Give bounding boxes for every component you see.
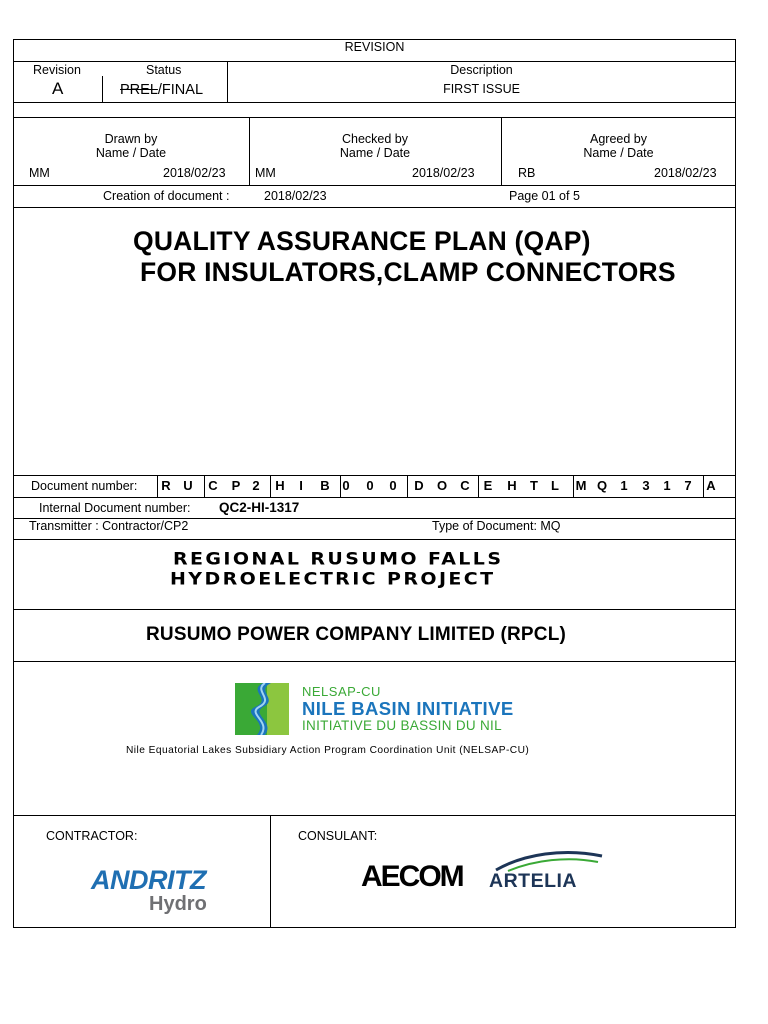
rule xyxy=(13,609,736,610)
rule xyxy=(13,539,736,540)
checked-by-label: Checked by xyxy=(341,132,408,146)
document-number-char: 1 xyxy=(620,478,628,493)
nbi-main-label: NILE BASIN INITIATIVE xyxy=(302,698,514,719)
andritz-logo-text: ANDRITZ xyxy=(91,865,206,895)
description-value: FIRST ISSUE xyxy=(443,82,520,96)
status-struck: PREL xyxy=(120,82,158,98)
checked-by-date: 2018/02/23 xyxy=(412,166,475,180)
transmitter-label: Transmitter : Contractor/CP2 xyxy=(29,519,189,533)
drawn-by-name: MM xyxy=(29,166,50,180)
revision-value: A xyxy=(52,79,64,98)
document-number-separator xyxy=(478,475,479,497)
document-title-line-2: FOR INSULATORS,CLAMP CONNECTORS xyxy=(140,257,676,287)
document-number-char: H xyxy=(507,478,517,493)
document-number-separator xyxy=(407,475,408,497)
document-number-char: 0 xyxy=(366,478,374,493)
rule xyxy=(13,61,736,62)
document-number-char: M xyxy=(575,478,587,493)
revision-label: Revision xyxy=(33,63,81,77)
document-number-separator xyxy=(270,475,271,497)
rule xyxy=(13,661,736,662)
drawn-by-sub: Name / Date xyxy=(95,146,167,160)
creation-date: 2018/02/23 xyxy=(264,189,327,203)
page-indicator: Page 01 of 5 xyxy=(509,189,580,203)
document-number-char: T xyxy=(530,478,538,493)
document-number-char: I xyxy=(299,478,303,493)
rule xyxy=(13,102,736,103)
document-number-char: 0 xyxy=(389,478,397,493)
status-final: /FINAL xyxy=(157,82,204,98)
project-title-line-1: REGIONAL RUSUMO FALLS xyxy=(173,549,504,569)
rule xyxy=(13,207,736,208)
document-number-char: O xyxy=(436,478,448,493)
document-number-char: C xyxy=(460,478,470,493)
document-number-char: E xyxy=(483,478,493,493)
document-type: Type of Document: MQ xyxy=(432,519,561,533)
document-number-separator xyxy=(157,475,158,497)
nbi-caption: Nile Equatorial Lakes Subsidiary Action Program Coordination Unit (NELSAP-CU) xyxy=(126,745,530,756)
agreed-by-label: Agreed by xyxy=(590,132,647,146)
rule xyxy=(270,815,271,928)
drawn-by-date: 2018/02/23 xyxy=(163,166,226,180)
document-number-char: P xyxy=(231,478,241,493)
internal-document-value: QC2-HI-1317 xyxy=(219,500,300,515)
nbi-french-label: INITIATIVE DU BASSIN DU NIL xyxy=(302,718,502,733)
document-number-char: C xyxy=(208,478,218,493)
checked-by-sub: Name / Date xyxy=(339,146,411,160)
nbi-river-icon xyxy=(235,683,289,735)
internal-document-label: Internal Document number: xyxy=(39,501,191,515)
checked-by-name: MM xyxy=(255,166,276,180)
agreed-by-name: RB xyxy=(518,166,536,180)
rule xyxy=(102,76,103,102)
document-number-char: H xyxy=(275,478,285,493)
description-label: Description xyxy=(450,63,513,77)
rule xyxy=(13,475,736,476)
nbi-logo-mark xyxy=(235,683,289,735)
document-number-separator xyxy=(204,475,205,497)
document-number-char: 2 xyxy=(252,478,260,493)
artelia-logo-text: ARTELIA xyxy=(489,870,577,892)
document-number-char: 3 xyxy=(642,478,650,493)
contractor-label: CONTRACTOR: xyxy=(46,829,138,843)
document-number-char: 7 xyxy=(684,478,692,493)
company-name: RUSUMO POWER COMPANY LIMITED (RPCL) xyxy=(146,624,567,645)
creation-label: Creation of document : xyxy=(103,189,230,203)
rule xyxy=(13,117,736,118)
document-number-char: R xyxy=(161,478,171,493)
status-value xyxy=(120,82,203,98)
artelia-arc-icon xyxy=(494,848,604,872)
project-title-line-2: HYDROELECTRIC PROJECT xyxy=(170,569,496,589)
rule xyxy=(13,185,736,186)
document-number-label: Document number: xyxy=(31,479,138,493)
revision-heading: REVISION xyxy=(344,40,405,54)
nbi-top-label: NELSAP-CU xyxy=(302,684,381,699)
rule xyxy=(13,815,736,816)
document-number-char: 0 xyxy=(342,478,350,493)
artelia-logo-mark xyxy=(494,848,604,872)
andritz-logo-subtext: Hydro xyxy=(149,893,207,915)
status-label: Status xyxy=(146,63,182,77)
document-number-char: D xyxy=(414,478,424,493)
drawn-by-label: Drawn by xyxy=(104,132,158,146)
agreed-by-sub: Name / Date xyxy=(583,146,654,160)
document-title-line-1: QUALITY ASSURANCE PLAN (QAP) xyxy=(133,226,591,256)
aecom-logo-text: AECOM xyxy=(361,860,463,893)
document-number-char: L xyxy=(551,478,559,493)
document-number-char: 1 xyxy=(663,478,671,493)
consultant-label: CONSULANT: xyxy=(298,829,378,843)
rule xyxy=(13,497,736,498)
agreed-by-date: 2018/02/23 xyxy=(654,166,717,180)
document-number-char: B xyxy=(320,478,330,493)
document-number-char: Q xyxy=(596,478,608,493)
document-number-char: U xyxy=(183,478,193,493)
document-number-char: A xyxy=(706,478,716,493)
